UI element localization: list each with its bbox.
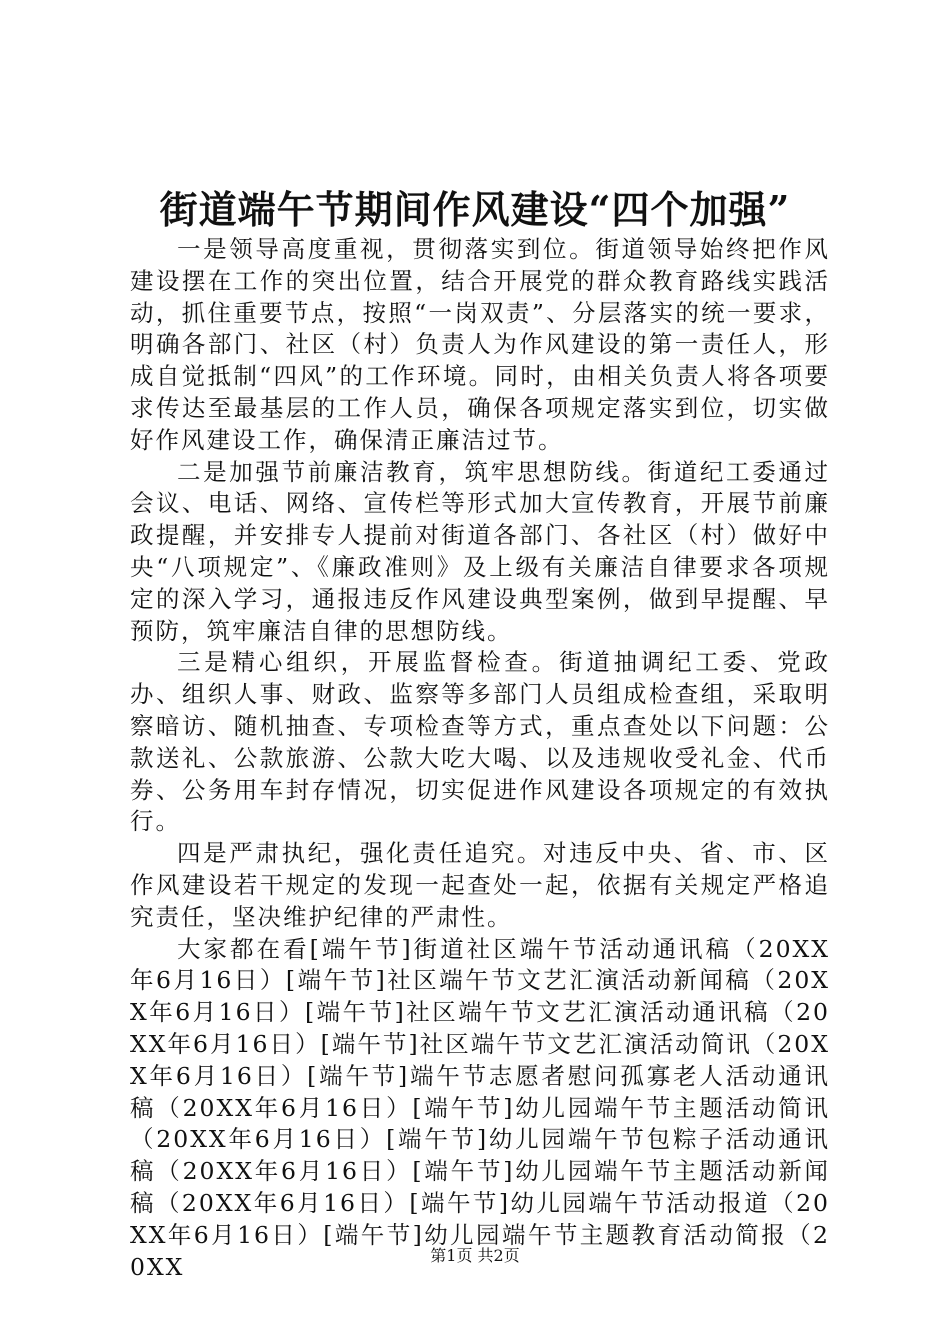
page-number-footer: 第1页 共2页 [430, 1246, 520, 1265]
document-body [130, 234, 830, 1283]
paragraph-education: 二是加强节前廉洁教育，筑牢思想防线。街道纪工委通过会议、电话、网络、宣传栏等形式加大宣传教育，开展节前廉政提醒，并安排专人提前对街道各部门、各社区（村）做好中央“八项规定”、《廉政准则》及上级有关廉洁自律要求各项规定的深入学习，通报违反作风建设典型案例，做到早提醒、早预防，筑牢廉洁自律的思想防线。 [130, 457, 830, 645]
paragraph-leadership: 一是领导高度重视，贯彻落实到位。街道领导始终把作风建设摆在工作的突出位置，结合开展党的群众教育路线实践活动，抓住重要节点，按照“一岗双责”、分层落实的统一要求，明确各部门、社区（村）负责人为作风建设的第一责任人，形成自觉抵制“四风”的工作环境。同时，由相关负责人将各项要求传达至最基层的工作人员，确保各项规定落实到位，切实做好作风建设工作，确保清正廉洁过节。 [130, 235, 830, 454]
paragraph-inspection: 三是精心组织，开展监督检查。街道抽调纪工委、党政办、组织人事、财政、监察等多部门人员组成检查组，采取明察暗访、随机抽查、专项检查等方式，重点查处以下问题：公款送礼、公款旅游、公款大吃大喝、以及违规收受礼金、代币券、公务用车封存情况，切实促进作风建设各项规定的有效执行。 [130, 648, 830, 836]
paragraph-related-articles: 大家都在看[端午节]街道社区端午节活动通讯稿（20XX年6月16日）[端午节]社区端午节文艺汇演活动新闻稿（20XX年6月16日）[端午节]社区端午节文艺汇演活动通讯稿（20XX年6月16日）[端午节]社区端午节文艺汇演活动简讯（20XX年6月16日）[端午节]端午节志愿者慰问孤寡老人活动通讯稿（20XX年6月16日）[端午节]幼儿园端午节主题活动简讯（20XX年6月16日）[端午节]幼儿园端午节包粽子活动通讯稿（20XX年6月16日）[端午节]幼儿园端午节主题活动新闻稿（20XX年6月16日）[端午节]幼儿园端午节活动报道（20XX年6月16日）[端午节]幼儿园端午节主题教育活动简报（20XX [130, 934, 830, 1281]
paragraph-discipline: 四是严肃执纪，强化责任追究。对违反中央、省、市、区作风建设若干规定的发现一起查处一起，依据有关规定严格追究责任，坚决维护纪律的严肃性。 [130, 839, 830, 931]
document-title: 街道端午节期间作风建设“四个加强” [159, 187, 791, 232]
